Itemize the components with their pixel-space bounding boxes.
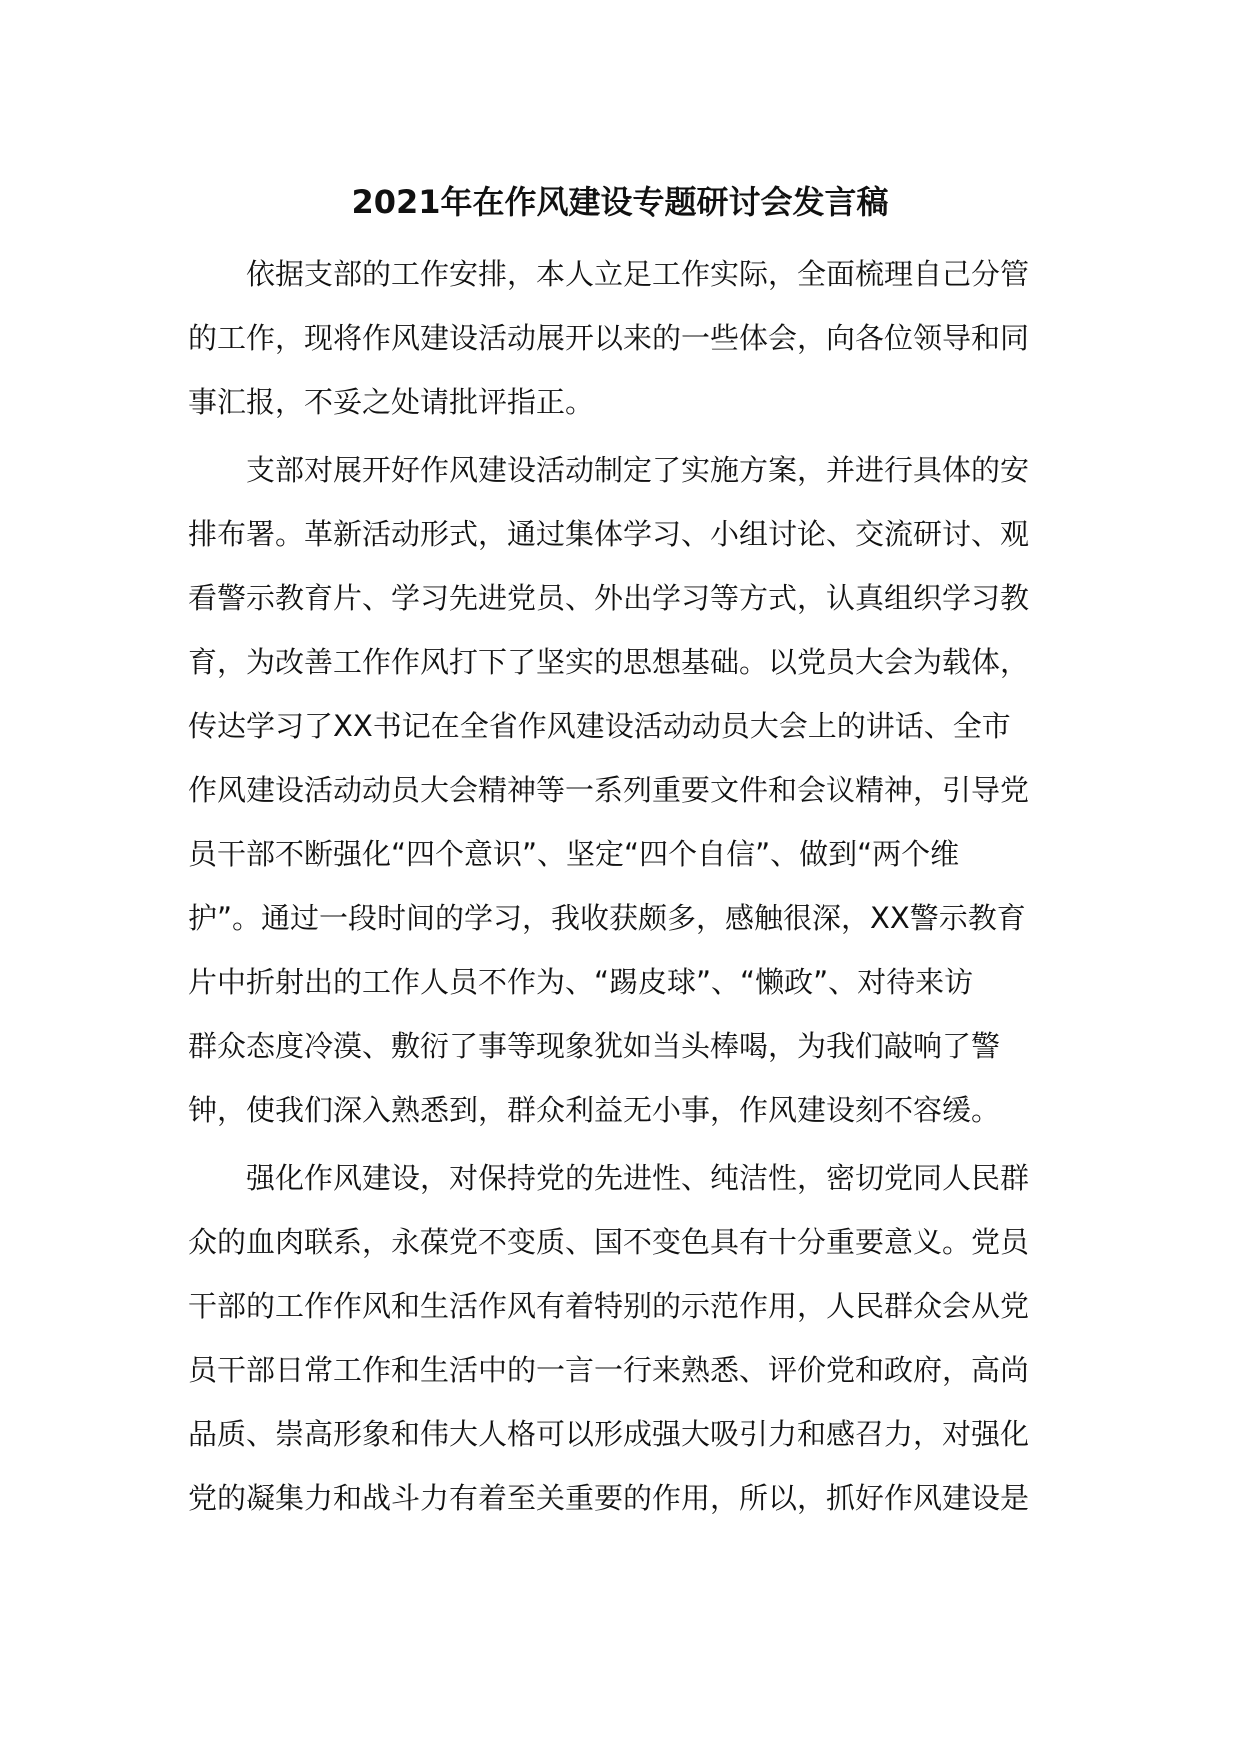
document-title: 2021年在作风建设专题研讨会发言稿 (351, 183, 889, 221)
paragraph-line: 强化作风建设，对保持党的先进性、纯洁性，密切党同人民群 (246, 1161, 1030, 1195)
paragraph-line: 钟，使我们深入熟悉到，群众利益无小事，作风建设刻不容缓。 (188, 1093, 1001, 1127)
paragraph-line: 传达学习了XX书记在全省作风建设活动动员大会上的讲话、全市 (188, 709, 1011, 743)
paragraph-1 (188, 242, 1068, 434)
paragraph-line: 的工作，现将作风建设活动展开以来的一些体会，向各位领导和同 (188, 321, 1030, 355)
paragraph-line: 育，为改善工作作风打下了坚实的思想基础。以党员大会为载体， (188, 645, 1030, 679)
paragraph-line: 作风建设活动动员大会精神等一系列重要文件和会议精神，引导党 (188, 773, 1030, 807)
paragraph-line: 干部的工作作风和生活作风有着特别的示范作用，人民群众会从党 (188, 1289, 1030, 1323)
paragraph-line: 护”。通过一段时间的学习，我收获颇多，感触很深，XX警示教育 (188, 901, 1026, 935)
paragraph-line: 员干部不断强化“四个意识”、坚定“四个自信”、做到“两个维 (188, 837, 960, 871)
paragraph-line: 片中折射出的工作人员不作为、“踢皮球”、“懒政”、对待来访 (188, 965, 974, 999)
paragraph-line: 党的凝集力和战斗力有着至关重要的作用，所以，抓好作风建设是 (188, 1481, 1030, 1515)
paragraph-line: 事汇报，不妥之处请批评指正。 (188, 385, 595, 419)
paragraph-line: 群众态度冷漠、敷衍了事等现象犹如当头棒喝，为我们敲响了警 (188, 1029, 1001, 1063)
paragraph-line: 支部对展开好作风建设活动制定了实施方案，并进行具体的安 (246, 453, 1030, 487)
paragraph-line: 看警示教育片、学习先进党员、外出学习等方式，认真组织学习教 (188, 581, 1030, 615)
paragraph-line: 员干部日常工作和生活中的一言一行来熟悉、评价党和政府，高尚 (188, 1353, 1030, 1387)
paragraph-3 (188, 1146, 1068, 1530)
paragraph-line: 品质、崇高形象和伟大人格可以形成强大吸引力和感召力，对强化 (188, 1417, 1030, 1451)
paragraph-line: 依据支部的工作安排，本人立足工作实际，全面梳理自己分管 (246, 257, 1030, 291)
paragraph-line: 排布署。革新活动形式，通过集体学习、小组讨论、交流研讨、观 (188, 517, 1030, 551)
document-body (188, 242, 1068, 1530)
paragraph-2 (188, 438, 1068, 1142)
paragraph-line: 众的血肉联系，永葆党不变质、国不变色具有十分重要意义。党员 (188, 1225, 1030, 1259)
